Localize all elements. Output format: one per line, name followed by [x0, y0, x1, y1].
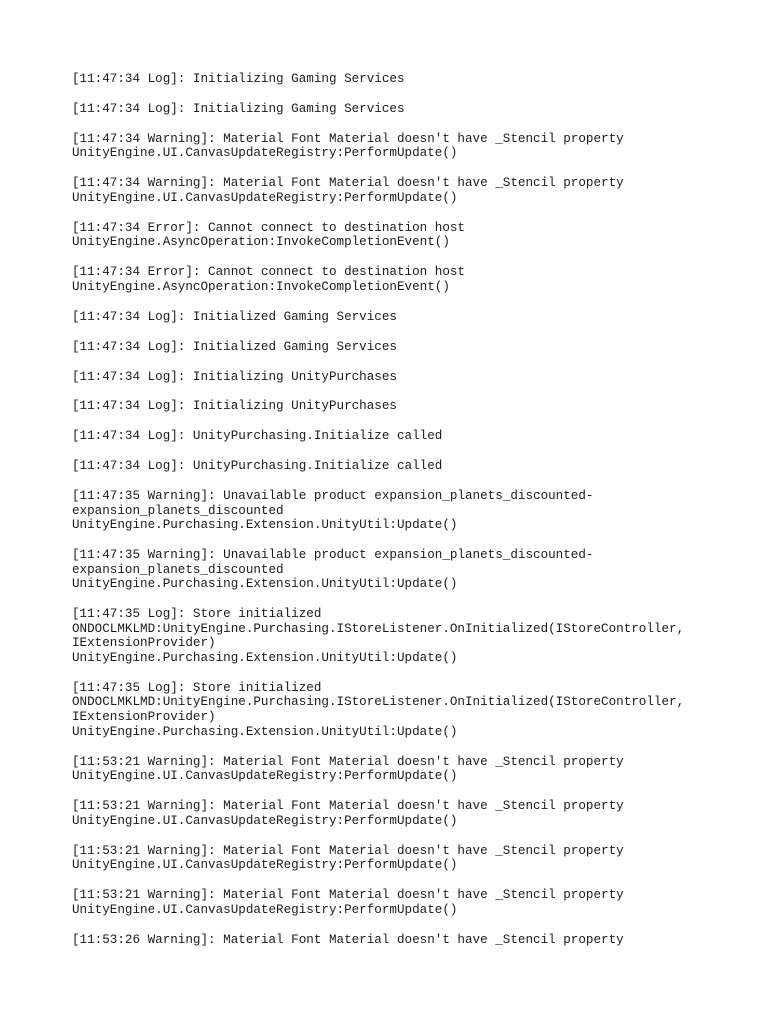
log-stacktrace-line: UnityEngine.UI.CanvasUpdateRegistry:PerformUpdate(): [72, 769, 458, 784]
log-entry: [72, 221, 728, 250]
log-message: [11:47:35 Warning]: Unavailable product expansion_planets_discounted-: [72, 489, 594, 504]
log-message: [11:47:34 Log]: UnityPurchasing.Initialize called: [72, 459, 443, 474]
log-message: [11:53:21 Warning]: Material Font Material doesn't have _Stencil property: [72, 799, 624, 814]
log-message: [11:47:34 Error]: Cannot connect to destination host: [72, 265, 465, 280]
log-stacktrace-line: IExtensionProvider): [72, 710, 216, 725]
log-entry: [72, 429, 728, 444]
log-entry: [72, 370, 728, 385]
log-message: [11:53:21 Warning]: Material Font Material doesn't have _Stencil property: [72, 754, 624, 769]
log-stacktrace-line: UnityEngine.UI.CanvasUpdateRegistry:PerformUpdate(): [72, 858, 458, 873]
log-message: [11:47:34 Log]: Initializing UnityPurchases: [72, 369, 397, 384]
log-entry: [72, 310, 728, 325]
log-stacktrace-line: UnityEngine.AsyncOperation:InvokeCompletionEvent(): [72, 279, 450, 294]
log-entry: [72, 340, 728, 355]
log-entry: [72, 265, 728, 294]
log-stacktrace-line: ONDOCLMKLMD:UnityEngine.Purchasing.IStoreListener.OnInitialized(IStoreController,: [72, 621, 685, 636]
log-stacktrace-line: UnityEngine.AsyncOperation:InvokeCompletionEvent(): [72, 235, 450, 250]
log-message: [11:47:34 Log]: UnityPurchasing.Initialize called: [72, 429, 443, 444]
log-stacktrace-line: UnityEngine.UI.CanvasUpdateRegistry:PerformUpdate(): [72, 190, 458, 205]
log-entry: [72, 548, 728, 592]
log-message: [11:47:35 Log]: Store initialized: [72, 607, 322, 622]
log-stacktrace-line: expansion_planets_discounted: [72, 503, 284, 518]
log-stacktrace-line: UnityEngine.Purchasing.Extension.UnityUtil:Update(): [72, 577, 458, 592]
log-stacktrace-line: UnityEngine.Purchasing.Extension.UnityUtil:Update(): [72, 518, 458, 533]
log-message: [11:47:35 Log]: Store initialized: [72, 680, 322, 695]
log-message: [11:53:21 Warning]: Material Font Material doesn't have _Stencil property: [72, 843, 624, 858]
log-stacktrace-line: UnityEngine.Purchasing.Extension.UnityUtil:Update(): [72, 651, 458, 665]
log-stacktrace-line: ONDOCLMKLMD:UnityEngine.Purchasing.IStoreListener.OnInitialized(IStoreController,: [72, 695, 685, 710]
log-message: [11:47:34 Log]: Initializing Gaming Services: [72, 72, 405, 86]
log-stacktrace-line: expansion_planets_discounted: [72, 562, 284, 577]
log-message: [11:47:34 Warning]: Material Font Material doesn't have _Stencil property: [72, 176, 624, 191]
log-message: [11:47:34 Log]: Initialized Gaming Services: [72, 339, 397, 354]
log-entry: [72, 844, 728, 873]
log-entry: [72, 933, 728, 948]
log-message: [11:53:26 Warning]: Material Font Material doesn't have _Stencil property: [72, 932, 624, 947]
log-entry: [72, 755, 728, 784]
log-stacktrace-line: UnityEngine.UI.CanvasUpdateRegistry:PerformUpdate(): [72, 813, 458, 828]
log-message: [11:47:35 Warning]: Unavailable product expansion_planets_discounted-: [72, 548, 594, 563]
log-stacktrace-line: UnityEngine.Purchasing.Extension.UnityUtil:Update(): [72, 724, 458, 739]
log-message: [11:47:34 Log]: Initializing Gaming Services: [72, 101, 405, 116]
log-message: [11:47:34 Log]: Initializing UnityPurchases: [72, 399, 397, 414]
log-entry: [72, 607, 728, 665]
log-entry: [72, 799, 728, 828]
log-stacktrace-line: IExtensionProvider): [72, 636, 216, 651]
log-entry: [72, 132, 728, 161]
log-entry: [72, 489, 728, 533]
log-message: [11:47:34 Log]: Initialized Gaming Services: [72, 309, 397, 324]
log-stacktrace-line: UnityEngine.UI.CanvasUpdateRegistry:PerformUpdate(): [72, 902, 458, 917]
log-entry: [72, 176, 728, 205]
log-message: [11:47:34 Error]: Cannot connect to destination host: [72, 220, 465, 235]
log-entry: [72, 459, 728, 474]
log-entry: [72, 399, 728, 414]
log-entry: [72, 888, 728, 917]
log-message: [11:47:34 Warning]: Material Font Material doesn't have _Stencil property: [72, 131, 624, 146]
log-stacktrace-line: UnityEngine.UI.CanvasUpdateRegistry:PerformUpdate(): [72, 146, 458, 161]
log-message: [11:53:21 Warning]: Material Font Material doesn't have _Stencil property: [72, 888, 624, 903]
log-entry: [72, 72, 728, 87]
log-entry: [72, 102, 728, 117]
log-entry: [72, 681, 728, 739]
log-document: [72, 72, 728, 962]
